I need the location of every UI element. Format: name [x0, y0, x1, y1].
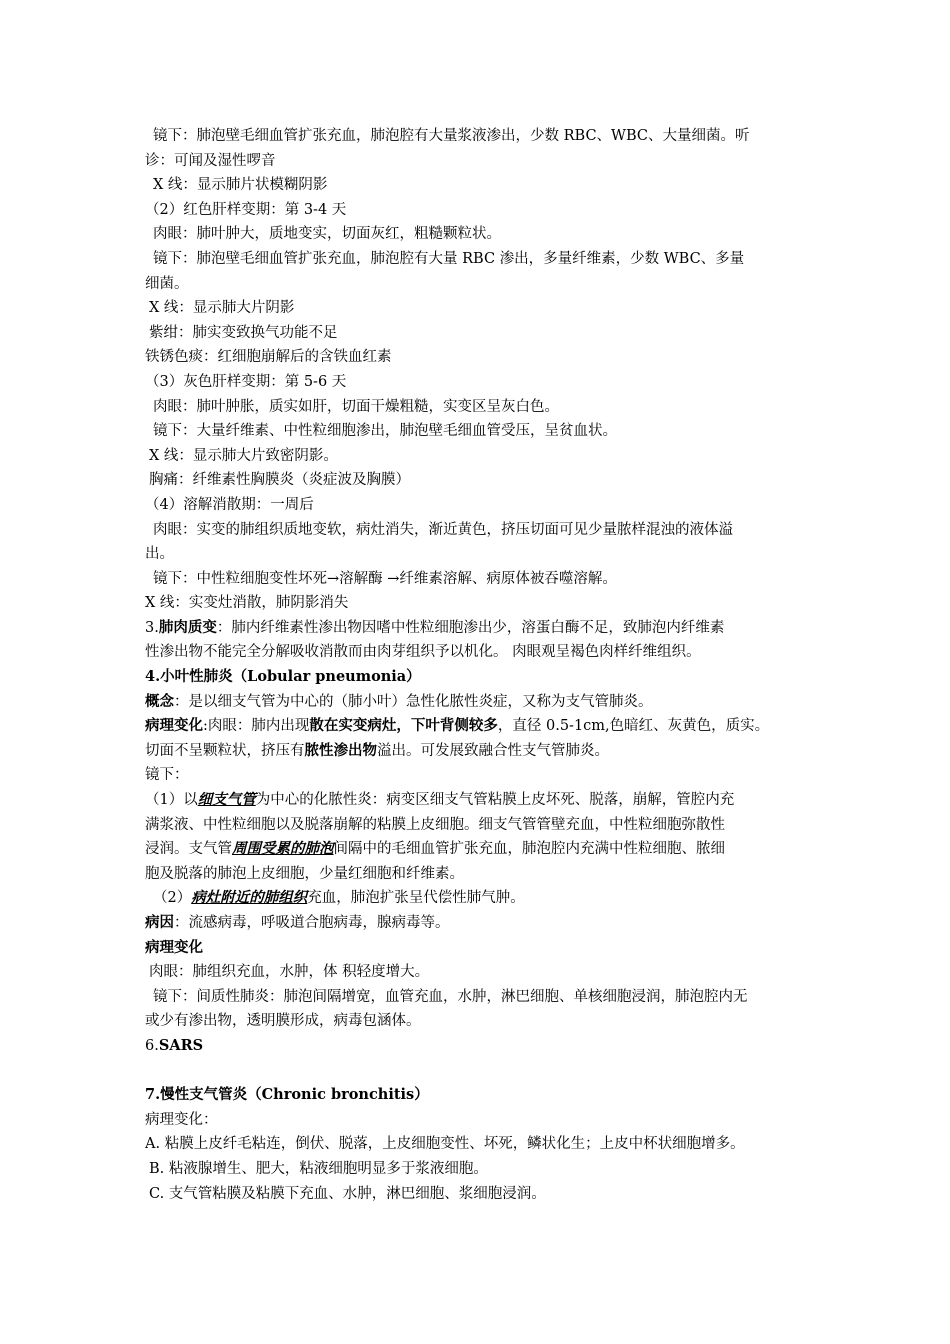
line-text: 为中心的化脓性炎：病变区细支气管粘膜上皮坏死、脱落，崩解，管腔内充 [255, 792, 735, 809]
line-text: 镜下：肺泡壁毛细血管扩张充血，肺泡腔有大量 RBC 渗出，多量纤维素，少数 WBC、多量 [153, 250, 745, 267]
text-line [145, 1059, 813, 1084]
line-text: 切面不呈颗粒状，挤压有 [145, 742, 305, 759]
text-line [145, 222, 813, 247]
line-text: ：流感病毒，呼吸道合胞病毒，腺病毒等。 [174, 915, 450, 931]
text-line [145, 739, 813, 764]
text-line [145, 198, 813, 223]
text-line [145, 1083, 813, 1108]
line-text: X 线：显示肺大片致密阴影。 [149, 447, 338, 464]
line-text: 性渗出物不能完全分解吸收消散而由肉芽组织予以机化。 肉眼观呈褐色肉样纤维组织。 [145, 644, 701, 661]
line-text: 或少有渗出物，透明膜形成，病毒包涵体。 [145, 1013, 421, 1030]
line-text: ，直径 0.5-1cm,色暗红、灰黄色，质实。 [497, 718, 770, 735]
text-line [145, 763, 813, 788]
line-text: 间隔中的毛细血管扩张充血，肺泡腔内充满中性粒细胞、脓细 [333, 841, 725, 858]
emphasis-text: 4.小叶性肺炎（Lobular pneumonia） [145, 668, 421, 686]
line-text: ：肺内纤维素性渗出物因嗜中性粒细胞渗出少，溶蛋白酶不足，致肺泡内纤维素 [216, 619, 725, 636]
emphasis-text: 病理变化 [145, 717, 203, 735]
text-line [145, 296, 813, 321]
line-text: 紫绀：肺实变致换气功能不足 [149, 324, 338, 341]
emphasis-text: 肺肉质变 [158, 618, 217, 636]
text-line [145, 911, 813, 936]
emphasis-text: 散在实变病灶，下叶背侧较多 [309, 717, 498, 735]
text-line [145, 616, 813, 641]
line-text: 镜下：肺泡壁毛细血管扩张充血，肺泡腔有大量浆液渗出，少数 RBC、WBC、大量细菌。听 [153, 128, 750, 144]
text-line [145, 1009, 813, 1034]
text-line [145, 173, 813, 198]
text-line [145, 813, 813, 838]
line-text: A. 粘膜上皮纤毛粘连，倒伏、脱落，上皮细胞变性、坏死，鳞状化生；上皮中杯状细胞增多。 [145, 1136, 745, 1153]
text-line [145, 837, 813, 862]
text-line [145, 567, 813, 592]
line-text: 镜下： [145, 767, 189, 784]
line-text: X 线：显示肺大片阴影 [149, 300, 295, 317]
emphasis-text: 概念 [145, 692, 174, 710]
line-text: 胞及脱落的肺泡上皮细胞，少量红细胞和纤维素。 [145, 865, 464, 882]
text-line [145, 124, 813, 149]
line-text: B. 粘液腺增生、肥大，粘液细胞明显多于浆液细胞。 [149, 1160, 488, 1177]
line-text: X 线：显示肺片状模糊阴影 [153, 177, 328, 194]
text-line [145, 714, 813, 739]
line-text: X 线：实变灶消散，肺阴影消失 [145, 595, 349, 612]
text-line [145, 985, 813, 1010]
text-line [145, 960, 813, 985]
text-line [145, 518, 813, 543]
text-line [145, 1132, 813, 1157]
text-line [145, 788, 813, 813]
emphasis-text: 7.慢性支气管炎（Chronic bronchitis） [145, 1086, 429, 1104]
text-line [145, 321, 813, 346]
text-line [145, 862, 813, 887]
text-line [145, 247, 813, 272]
text-line [145, 665, 813, 690]
line-text: 3. [145, 619, 159, 636]
line-text: :肉眼：肺内出现 [203, 718, 310, 735]
text-line [145, 395, 813, 420]
text-line [145, 690, 813, 715]
text-line [145, 493, 813, 518]
emphasis-text: SARS [158, 1036, 204, 1054]
text-line [145, 640, 813, 665]
line-text: 细菌。 [145, 275, 189, 292]
line-text: 充血，肺泡扩张呈代偿性肺气肿。 [307, 890, 525, 907]
line-text: 浸润。支气管 [145, 841, 232, 858]
line-text: 镜下：间质性肺炎：肺泡间隔增宽，血管充血，水肿，淋巴细胞、单核细胞浸润，肺泡腔内无 [153, 988, 748, 1005]
emphasis-text: 周围受累的肺泡 [232, 840, 334, 858]
line-text: ：是以细支气管为中心的（肺小叶）急性化脓性炎症，又称为支气管肺炎。 [174, 693, 653, 710]
text-line [145, 936, 813, 961]
line-text: 镜下：中性粒细胞变性坏死→溶解酶 →纤维素溶解、病原体被吞噬溶解。 [153, 570, 617, 587]
text-line [145, 444, 813, 469]
line-text: （1）以 [145, 792, 198, 809]
line-text: 镜下：大量纤维素、中性粒细胞渗出，肺泡壁毛细血管受压，呈贫血状。 [153, 423, 617, 440]
text-line [145, 149, 813, 174]
line-text: 6. [145, 1037, 159, 1054]
text-line [145, 1108, 813, 1133]
line-text: C. 支气管粘膜及粘膜下充血、水肿，淋巴细胞、浆细胞浸润。 [149, 1185, 546, 1202]
emphasis-text: 病灶附近的肺组织 [191, 889, 308, 907]
emphasis-text: 脓性渗出物 [304, 741, 377, 759]
text-line [145, 468, 813, 493]
line-text: 病理变化： [145, 1111, 218, 1128]
text-line [145, 419, 813, 444]
text-line [145, 591, 813, 616]
line-text: 肉眼：肺组织充血，水肿，体 积轻度增大。 [149, 964, 430, 981]
text-line [145, 1157, 813, 1182]
emphasis-text: 病因 [145, 914, 174, 931]
line-text: （2） [153, 890, 192, 907]
text-line [145, 345, 813, 370]
line-text: （2）红色肝样变期：第 3-4 天 [145, 201, 347, 218]
line-text: 肉眼：肺叶肿胀，质实如肝，切面干燥粗糙，实变区呈灰白色。 [153, 398, 559, 415]
text-line [145, 542, 813, 567]
line-text: 溢出。可发展致融合性支气管肺炎。 [377, 742, 609, 759]
line-text: （4）溶解消散期：一周后 [145, 496, 314, 513]
line-text: 铁锈色痰：红细胞崩解后的含铁血红素 [145, 349, 392, 366]
text-line [145, 272, 813, 297]
line-text: 胸痛：纤维素性胸膜炎（炎症波及胸膜） [149, 472, 410, 489]
text-line [145, 370, 813, 395]
line-text: 肉眼：肺叶肿大，质地变实，切面灰红，粗糙颗粒状。 [153, 226, 501, 243]
text-line [145, 886, 813, 911]
text-line [145, 1034, 813, 1059]
line-text: 满浆液、中性粒细胞以及脱落崩解的粘膜上皮细胞。细支气管管壁充血，中性粒细胞弥散性 [145, 816, 725, 833]
text-line [145, 1182, 813, 1207]
emphasis-text: 细支气管 [197, 791, 256, 809]
line-text: 诊：可闻及湿性啰音 [145, 152, 276, 169]
document-body [145, 124, 813, 1206]
emphasis-text: 病理变化 [145, 938, 203, 956]
line-text: 肉眼：实变的肺组织质地变软，病灶消失，渐近黄色，挤压切面可见少量脓样混浊的液体溢 [153, 521, 733, 538]
line-text: 出。 [145, 546, 174, 563]
line-text: （3）灰色肝样变期：第 5-6 天 [145, 373, 347, 390]
